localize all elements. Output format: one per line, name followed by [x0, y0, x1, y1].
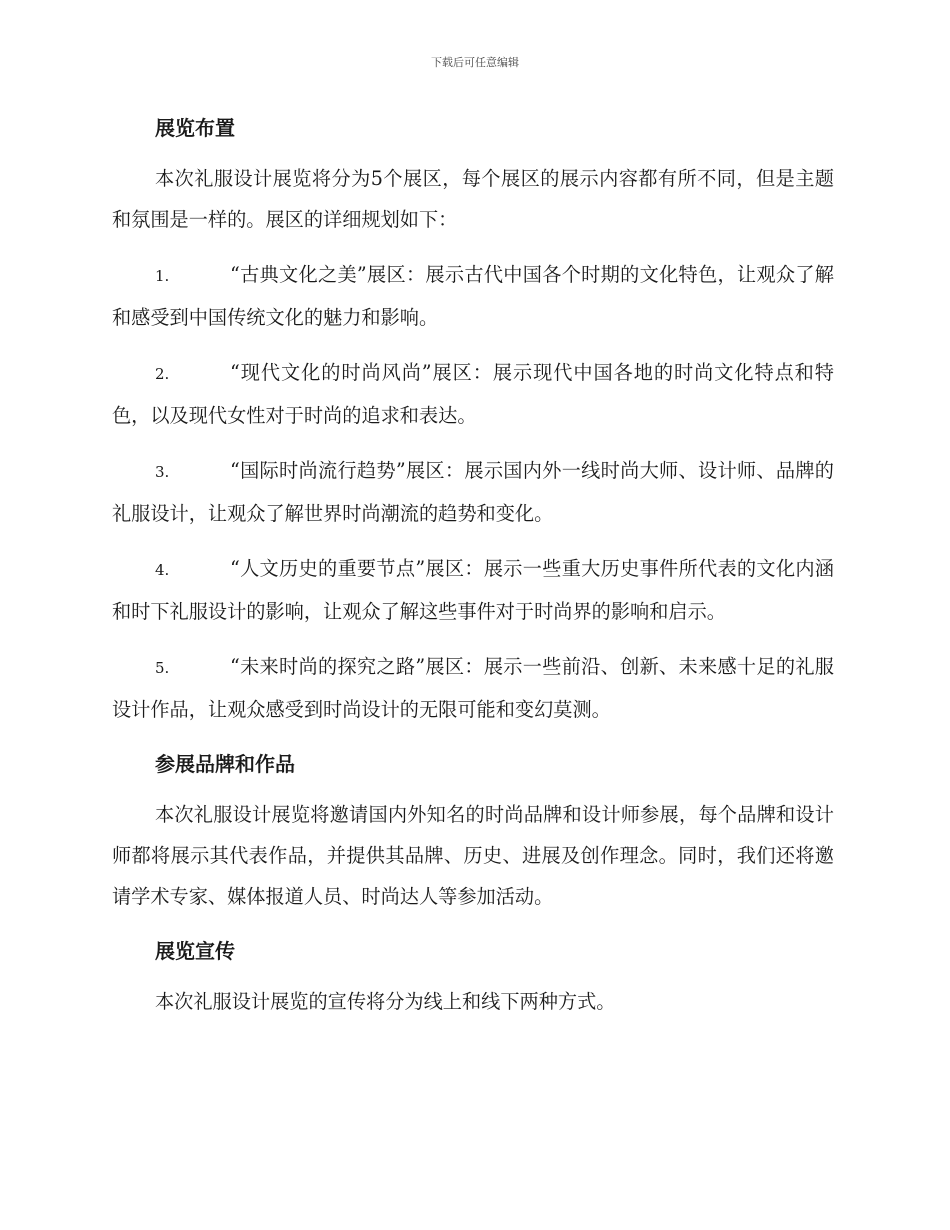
list-item-number: 4.	[155, 561, 170, 579]
list-item-number: 2.	[155, 365, 170, 383]
list-item-text: “未来时尚的探究之路”展区：展示一些前沿、创新、未来感十足的礼服设计作品，让观众感受到时尚设计的无限可能和变幻莫测。	[112, 655, 834, 721]
list-item-text: “古典文化之美”展区：展示古代中国各个时期的文化特色，让观众了解和感受到中国传统文化的魅力和影响。	[112, 263, 834, 329]
promotion-paragraph: 本次礼服设计展览的宣传将分为线上和线下两种方式。	[155, 990, 616, 1013]
list-item-number: 1.	[155, 267, 170, 285]
list-item	[112, 548, 834, 632]
list-item	[112, 254, 834, 338]
list-item	[112, 450, 834, 534]
list-item	[112, 352, 834, 436]
list-item-text: “人文历史的重要节点”展区：展示一些重大历史事件所代表的文化内涵和时下礼服设计的影响，让观众了解这些事件对于时尚界的影响和启示。	[112, 557, 834, 623]
document-content	[112, 108, 834, 1022]
list-item-number: 3.	[155, 463, 170, 481]
layout-intro-paragraph: 本次礼服设计展览将分为5个展区，每个展区的展示内容都有所不同，但是主题和氛围是一样的。展区的详细规划如下：	[112, 167, 834, 231]
section-heading-brands: 参展品牌和作品	[155, 752, 295, 776]
list-item-text: “国际时尚流行趋势”展区：展示国内外一线时尚大师、设计师、品牌的礼服设计，让观众了解世界时尚潮流的趋势和变化。	[112, 459, 834, 525]
list-item-text: “现代文化的时尚风尚”展区：展示现代中国各地的时尚文化特点和特色，以及现代女性对于时尚的追求和表达。	[112, 361, 834, 427]
header-note: 下载后可任意编辑	[431, 56, 519, 69]
section-heading-layout: 展览布置	[155, 116, 235, 140]
list-item	[112, 646, 834, 730]
section-heading-promotion: 展览宣传	[155, 939, 235, 963]
brands-paragraph: 本次礼服设计展览将邀请国内外知名的时尚品牌和设计师参展，每个品牌和设计师都将展示其代表作品，并提供其品牌、历史、进展及创作理念。同时，我们还将邀请学术专家、媒体报道人员、时尚达人等参加活动。	[112, 803, 834, 908]
list-item-number: 5.	[155, 659, 170, 677]
